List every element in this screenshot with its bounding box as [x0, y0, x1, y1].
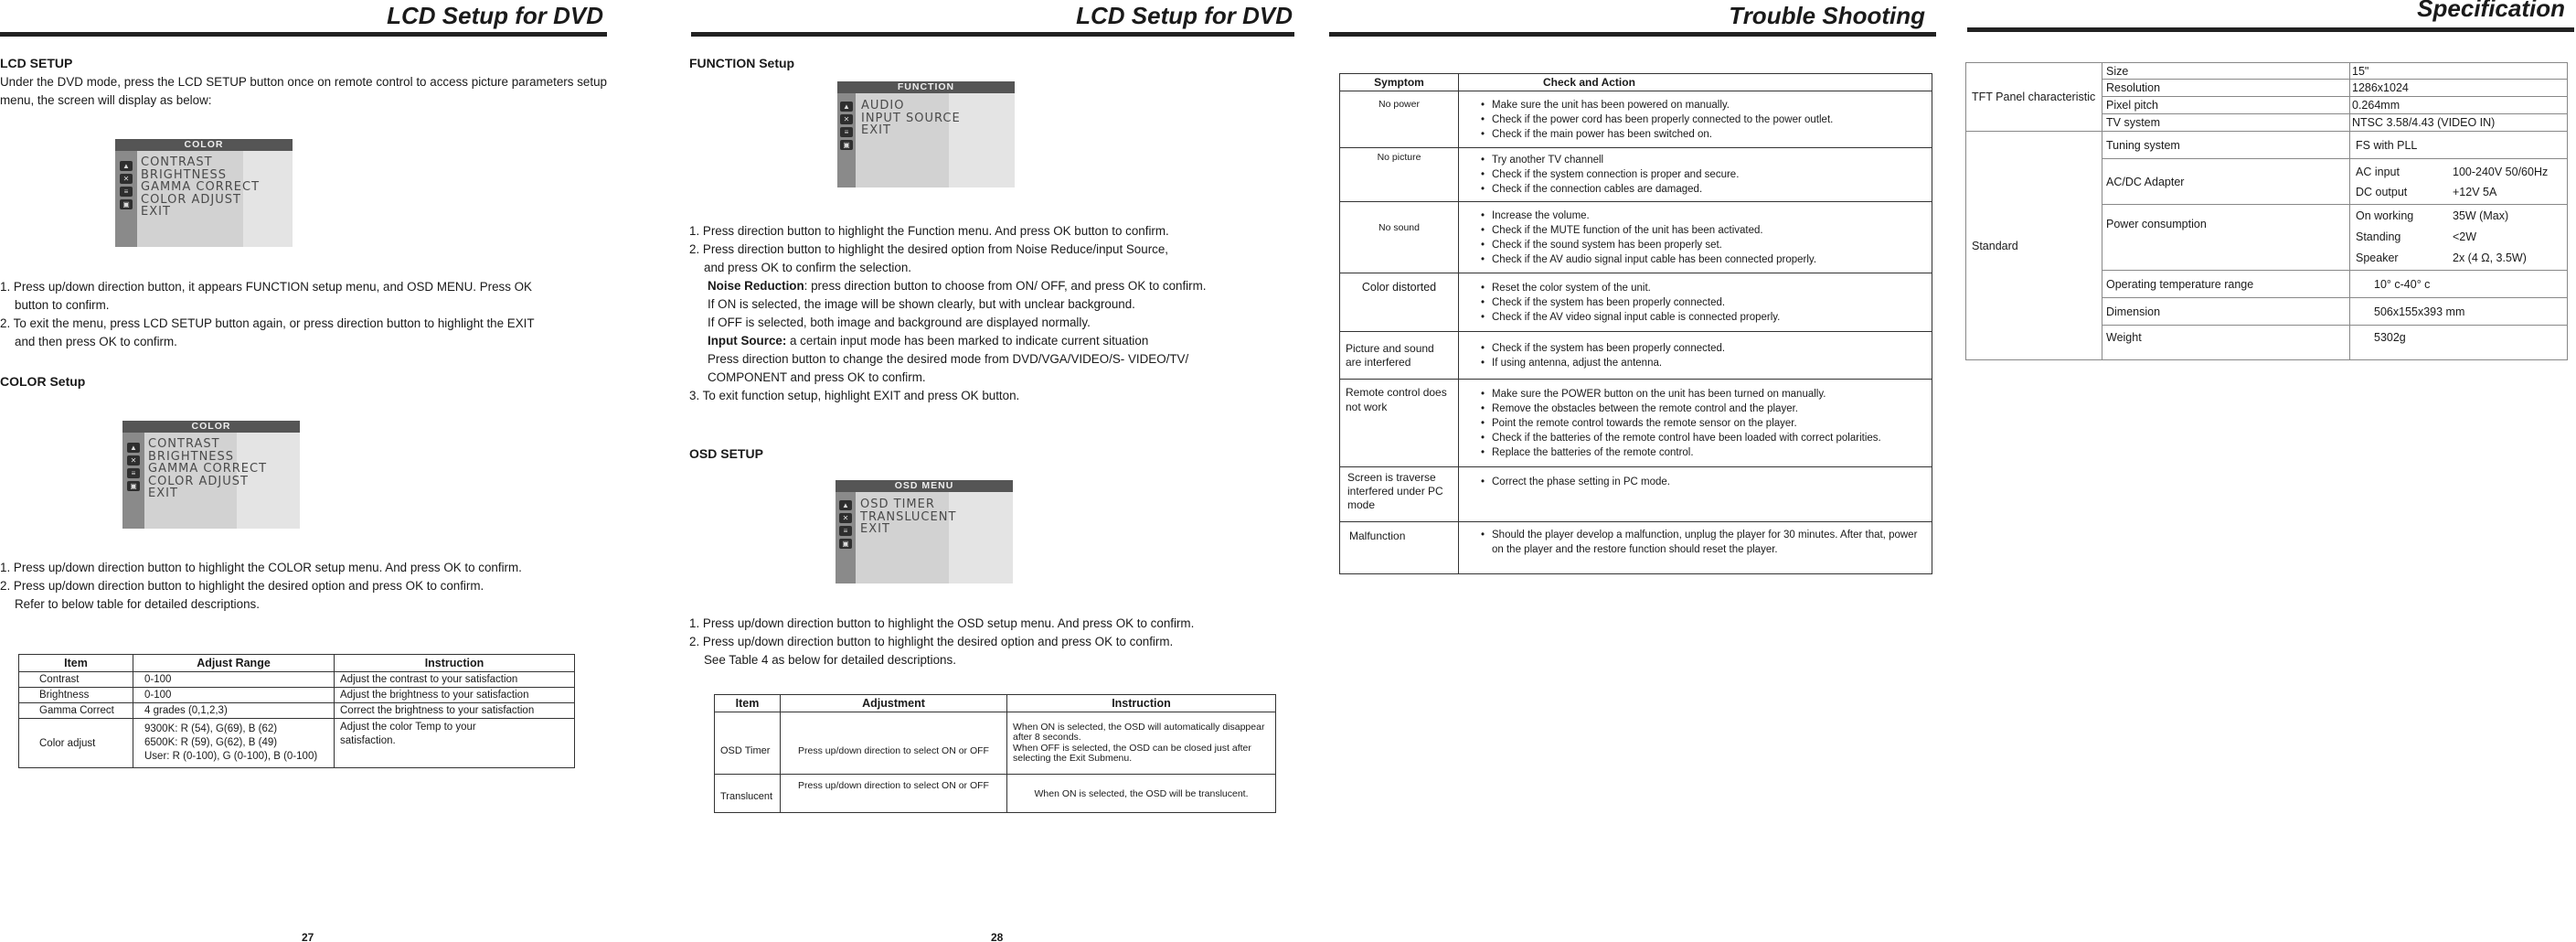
- symptom-cell: Malfunction: [1340, 522, 1459, 574]
- cell: Contrast: [19, 672, 133, 688]
- action-item: • Increase the volume.: [1481, 209, 1926, 223]
- menu-icon: ≡: [127, 468, 140, 478]
- power-label: On working: [2356, 209, 2414, 222]
- step-line: 1. Press up/down direction button to highlight the OSD setup menu. And press OK to confirm.: [689, 616, 1195, 630]
- cell: [133, 719, 335, 768]
- cell: Color adjust: [19, 719, 133, 768]
- function-setup-title: FUNCTION Setup: [689, 56, 795, 70]
- label-cell: TV system: [2102, 114, 2350, 132]
- action-item: • Check if the sound system has been properly set.: [1481, 238, 1926, 252]
- cell: 4 grades (0,1,2,3): [133, 703, 335, 719]
- action-item: • Remove the obstacles between the remote control and the player.: [1481, 401, 1926, 416]
- step-line: 2. Press direction button to highlight the desired option from Noise Reduce/input Source,: [689, 242, 1169, 256]
- label-cell: Weight: [2102, 326, 2350, 360]
- table-row: [19, 672, 575, 688]
- cell: When ON is selected, the OSD will automatically disappear after 8 seconds. When OFF is selected, the OSD can be closed just after selecting the Exit Submenu.: [1007, 712, 1276, 775]
- osd-steps: [689, 615, 1293, 669]
- osd-item: EXIT: [860, 522, 890, 536]
- osd-item: EXIT: [861, 123, 891, 137]
- tools-icon: ✕: [840, 114, 853, 124]
- monitor-icon: ▣: [127, 481, 140, 491]
- power-value: <2W: [2453, 230, 2477, 243]
- step-line: 2. Press up/down direction button to highlight the desired option and press OK to confirm.: [689, 635, 1174, 648]
- range-line: User: R (0-100), G (0-100), B (0-100): [144, 751, 318, 762]
- table-header: Adjustment: [781, 695, 1007, 712]
- group-cell: TFT Panel characteristic: [1966, 63, 2102, 132]
- label-cell: Operating temperature range: [2102, 271, 2350, 298]
- color-menu-osd-2: [122, 421, 300, 529]
- power-value: 35W (Max): [2453, 209, 2509, 222]
- cell: Press up/down direction to select ON or OFF: [781, 712, 1007, 775]
- action-item: • Make sure the POWER button on the unit has been turned on manually.: [1481, 387, 1926, 401]
- action-item: • Check if the MUTE function of the unit has been activated.: [1481, 223, 1926, 238]
- label-cell: Resolution: [2102, 80, 2350, 97]
- osd-title-bar: FUNCTION: [837, 81, 1015, 93]
- osd-item: COLOR ADJUST: [141, 192, 241, 207]
- dc-output-value: +12V 5A: [2453, 185, 2497, 198]
- table-row: [1340, 522, 1932, 574]
- step-line: Refer to below table for detailed descriptions.: [15, 597, 260, 611]
- osd-title-bar: COLOR: [122, 421, 300, 433]
- symptom-cell: Picture and sound are interfered: [1340, 332, 1459, 380]
- osd-item: EXIT: [141, 205, 171, 219]
- instr-line: satisfaction.: [340, 735, 396, 746]
- table-header: Item: [19, 655, 133, 672]
- step-line: 1. Press direction button to highlight the Function menu. And press OK button to confirm.: [689, 224, 1169, 238]
- action-item: • Point the remote control towards the remote sensor on the player.: [1481, 416, 1926, 431]
- cell: Brightness: [19, 688, 133, 703]
- step-line: 2. To exit the menu, press LCD SETUP button again, or press direction button to highlight the EXIT: [0, 316, 535, 330]
- symptom-cell: No sound: [1340, 202, 1459, 273]
- action-item: • Replace the batteries of the remote control.: [1481, 445, 1926, 460]
- value-cell: NTSC 3.58/4.43 (VIDEO IN): [2350, 114, 2568, 132]
- action-cell: [1459, 332, 1932, 380]
- osd-item: OSD TIMER: [860, 498, 935, 511]
- value-cell: 0.264mm: [2350, 97, 2568, 114]
- table-row: [19, 719, 575, 768]
- osd-item: GAMMA CORRECT: [141, 180, 261, 194]
- picture-icon: ▲: [840, 102, 853, 112]
- lcd-steps: [0, 278, 607, 351]
- table-row: [19, 703, 575, 719]
- page3-header: Trouble Shooting: [1729, 2, 1925, 29]
- osd-item: GAMMA CORRECT: [148, 462, 268, 476]
- step-line: See Table 4 as below for detailed descriptions.: [704, 653, 956, 667]
- value-cell: 1286x1024: [2350, 80, 2568, 97]
- color-menu-osd-1: [115, 139, 293, 247]
- action-cell: [1459, 91, 1932, 148]
- action-item: • Check if the system connection is proper and secure.: [1481, 167, 1926, 182]
- osd-title-bar: OSD MENU: [836, 480, 1013, 492]
- picture-icon: ▲: [127, 443, 140, 453]
- action-item: • Check if the batteries of the remote control have been loaded with correct polarities.: [1481, 431, 1926, 445]
- symptom-cell: Color distorted: [1340, 273, 1459, 332]
- table-header: Symptom: [1340, 74, 1459, 91]
- ac-input-value: 100-240V 50/60Hz: [2453, 165, 2549, 178]
- step-line: [689, 277, 1293, 295]
- osd-title-bar: COLOR: [115, 139, 293, 151]
- step-line: 2. Press up/down direction button to highlight the desired option and press OK to confirm.: [0, 579, 484, 593]
- range-line: 6500K: R (59), G(62), B (49): [144, 737, 278, 748]
- value-cell: 10° c-40° c: [2350, 271, 2568, 298]
- cell: When ON is selected, the OSD will be translucent.: [1007, 775, 1276, 813]
- color-adjust-table: [18, 654, 575, 768]
- page1-header-rule: [0, 32, 607, 37]
- action-item: • Check if the system has been properly connected.: [1481, 295, 1926, 310]
- action-item: • Make sure the unit has been powered on manually.: [1481, 98, 1926, 112]
- page4-header: Specification: [2417, 0, 2565, 22]
- value-cell: 15": [2350, 63, 2568, 80]
- osd-item: CONTRAST: [148, 437, 220, 451]
- osd-item: EXIT: [148, 487, 178, 500]
- table-header: Item: [715, 695, 781, 712]
- action-item: • Correct the phase setting in PC mode.: [1481, 475, 1926, 489]
- table-row: [1340, 202, 1932, 273]
- instr-line: Adjust the color Temp to your: [340, 722, 476, 733]
- page3-header-rule: [1329, 32, 1936, 37]
- table-row: [1340, 332, 1932, 380]
- color-setup-title: COLOR Setup: [0, 374, 86, 389]
- step-line: Press direction button to change the desired mode from DVD/VGA/VIDEO/S- VIDEO/TV/: [708, 352, 1189, 366]
- monitor-icon: ▣: [839, 539, 852, 549]
- osd-menu-osd: [836, 480, 1013, 583]
- page4-header-rule: [1967, 27, 2574, 32]
- value-cell: [2350, 159, 2568, 205]
- troubleshooting-table: [1339, 73, 1932, 574]
- table-header: Instruction: [335, 655, 575, 672]
- specification-table: [1965, 62, 2568, 360]
- osd-setup-title: OSD SETUP: [689, 446, 763, 461]
- symptom-cell: No picture: [1340, 148, 1459, 202]
- action-cell: [1459, 202, 1932, 273]
- action-item: • Try another TV channell: [1481, 153, 1926, 167]
- value-cell: [2350, 205, 2568, 271]
- label-cell: Pixel pitch: [2102, 97, 2350, 114]
- power-label: Speaker: [2356, 252, 2399, 264]
- step-line: button to confirm.: [15, 298, 110, 312]
- action-cell: [1459, 380, 1932, 467]
- power-value: 2x (4 Ω, 3.5W): [2453, 252, 2527, 264]
- action-item: • Check if the connection cables are damaged.: [1481, 182, 1926, 197]
- noise-reduction-label: Noise Reduction: [708, 279, 804, 293]
- function-steps: [689, 222, 1293, 405]
- cell: Gamma Correct: [19, 703, 133, 719]
- table-row: [1966, 132, 2568, 159]
- action-item: • Check if the main power has been switched on.: [1481, 127, 1926, 142]
- tools-icon: ✕: [120, 174, 133, 184]
- label-cell: Power consumption: [2102, 205, 2350, 271]
- step-line: and then press OK to confirm.: [15, 335, 177, 348]
- action-cell: [1459, 467, 1932, 522]
- cell: Adjust the contrast to your satisfaction: [335, 672, 575, 688]
- menu-icon: ≡: [840, 127, 853, 137]
- label-cell: Size: [2102, 63, 2350, 80]
- value-cell: 506x155x393 mm: [2350, 298, 2568, 326]
- range-line: 9300K: R (54), G(69), B (62): [144, 723, 278, 734]
- action-cell: [1459, 522, 1932, 574]
- function-menu-osd: [837, 81, 1015, 187]
- symptom-cell: Remote control does not work: [1340, 380, 1459, 467]
- page2-header-rule: [691, 32, 1294, 37]
- page1-header: LCD Setup for DVD: [387, 2, 603, 29]
- action-item: • If using antenna, adjust the antenna.: [1481, 356, 1926, 370]
- input-source-text: a certain input mode has been marked to indicate current situation: [786, 334, 1149, 348]
- page-number: 27: [302, 931, 314, 942]
- table-row: [1966, 63, 2568, 80]
- action-item: • Should the player develop a malfunction, unplug the player for 30 minutes. After that, power on the player and the restore function should reset the player.: [1481, 528, 1926, 557]
- cell: Press up/down direction to select ON or OFF: [781, 775, 1007, 813]
- osd-item: BRIGHTNESS: [141, 167, 228, 182]
- cell: OSD Timer: [715, 712, 781, 775]
- table-row: [19, 688, 575, 703]
- step-line: If ON is selected, the image will be shown clearly, but with unclear background.: [708, 297, 1135, 311]
- power-label: Standing: [2356, 230, 2401, 243]
- tools-icon: ✕: [127, 455, 140, 466]
- table-row: [715, 712, 1276, 775]
- cell: Adjust the brightness to your satisfaction: [335, 688, 575, 703]
- page-number: 28: [991, 931, 1004, 942]
- action-cell: [1459, 273, 1932, 332]
- action-item: • Reset the color system of the unit.: [1481, 281, 1926, 295]
- table-header: Instruction: [1007, 695, 1276, 712]
- table-row: [1340, 380, 1932, 467]
- symptom-cell: Screen is traverse interfered under PC mode: [1340, 467, 1459, 522]
- value-cell: 5302g: [2350, 326, 2568, 360]
- table-row: [715, 775, 1276, 813]
- action-item: • Check if the AV video signal input cable is connected properly.: [1481, 310, 1926, 325]
- ac-input-label: AC input: [2356, 165, 2400, 178]
- label-cell: AC/DC Adapter: [2102, 159, 2350, 205]
- dc-output-label: DC output: [2356, 185, 2408, 198]
- cell: Translucent: [715, 775, 781, 813]
- monitor-icon: ▣: [120, 199, 133, 209]
- osd-item: AUDIO: [861, 99, 905, 112]
- action-cell: [1459, 148, 1932, 202]
- step-line: COMPONENT and press OK to confirm.: [708, 370, 926, 384]
- table-row: [1340, 467, 1932, 522]
- cell: 0-100: [133, 688, 335, 703]
- step-line: 1. Press up/down direction button, it appears FUNCTION setup menu, and OSD MENU. Press OK: [0, 280, 532, 294]
- table-header: Adjust Range: [133, 655, 335, 672]
- cell: Correct the brightness to your satisfaction: [335, 703, 575, 719]
- table-row: [1340, 273, 1932, 332]
- noise-reduction-text: : press direction button to choose from ON/ OFF, and press OK to confirm.: [804, 279, 1207, 293]
- color-steps: [0, 559, 607, 614]
- table-header: Check and Action: [1459, 74, 1932, 91]
- picture-icon: ▲: [120, 161, 133, 171]
- step-line: and press OK to confirm the selection.: [704, 261, 912, 274]
- table-row: [1340, 91, 1932, 148]
- action-item: • Check if the system has been properly connected.: [1481, 341, 1926, 356]
- tools-icon: ✕: [839, 513, 852, 523]
- picture-icon: ▲: [839, 500, 852, 510]
- cell: [335, 719, 575, 768]
- step-line: 3. To exit function setup, highlight EXIT and press OK button.: [689, 389, 1020, 402]
- osd-item: COLOR ADJUST: [148, 474, 249, 488]
- group-cell: Standard: [1966, 132, 2102, 360]
- table-row: [1340, 148, 1932, 202]
- step-line: If OFF is selected, both image and background are displayed normally.: [708, 316, 1091, 329]
- cell: 0-100: [133, 672, 335, 688]
- osd-table: [714, 694, 1276, 813]
- label-cell: Tuning system: [2102, 132, 2350, 159]
- menu-icon: ≡: [839, 526, 852, 536]
- osd-item: BRIGHTNESS: [148, 449, 235, 464]
- input-source-label: Input Source:: [708, 334, 787, 348]
- menu-icon: ≡: [120, 187, 133, 197]
- step-line: 1. Press up/down direction button to highlight the COLOR setup menu. And press OK to confirm.: [0, 561, 522, 574]
- value-cell: FS with PLL: [2350, 132, 2568, 159]
- action-item: • Check if the AV audio signal input cable has been connected properly.: [1481, 252, 1926, 267]
- lcd-setup-title: LCD SETUP: [0, 56, 73, 70]
- lcd-setup-intro: Under the DVD mode, press the LCD SETUP button once on remote control to access picture parameters setup menu, the screen will display as below:: [0, 75, 607, 107]
- monitor-icon: ▣: [840, 140, 853, 150]
- osd-item: CONTRAST: [141, 155, 213, 169]
- label-cell: Dimension: [2102, 298, 2350, 326]
- page2-header: LCD Setup for DVD: [1076, 2, 1293, 29]
- action-item: • Check if the power cord has been properly connected to the power outlet.: [1481, 112, 1926, 127]
- step-line: [689, 332, 1293, 350]
- symptom-cell: No power: [1340, 91, 1459, 148]
- osd-item: INPUT SOURCE: [861, 111, 961, 125]
- osd-item: TRANSLUCENT: [860, 509, 957, 524]
